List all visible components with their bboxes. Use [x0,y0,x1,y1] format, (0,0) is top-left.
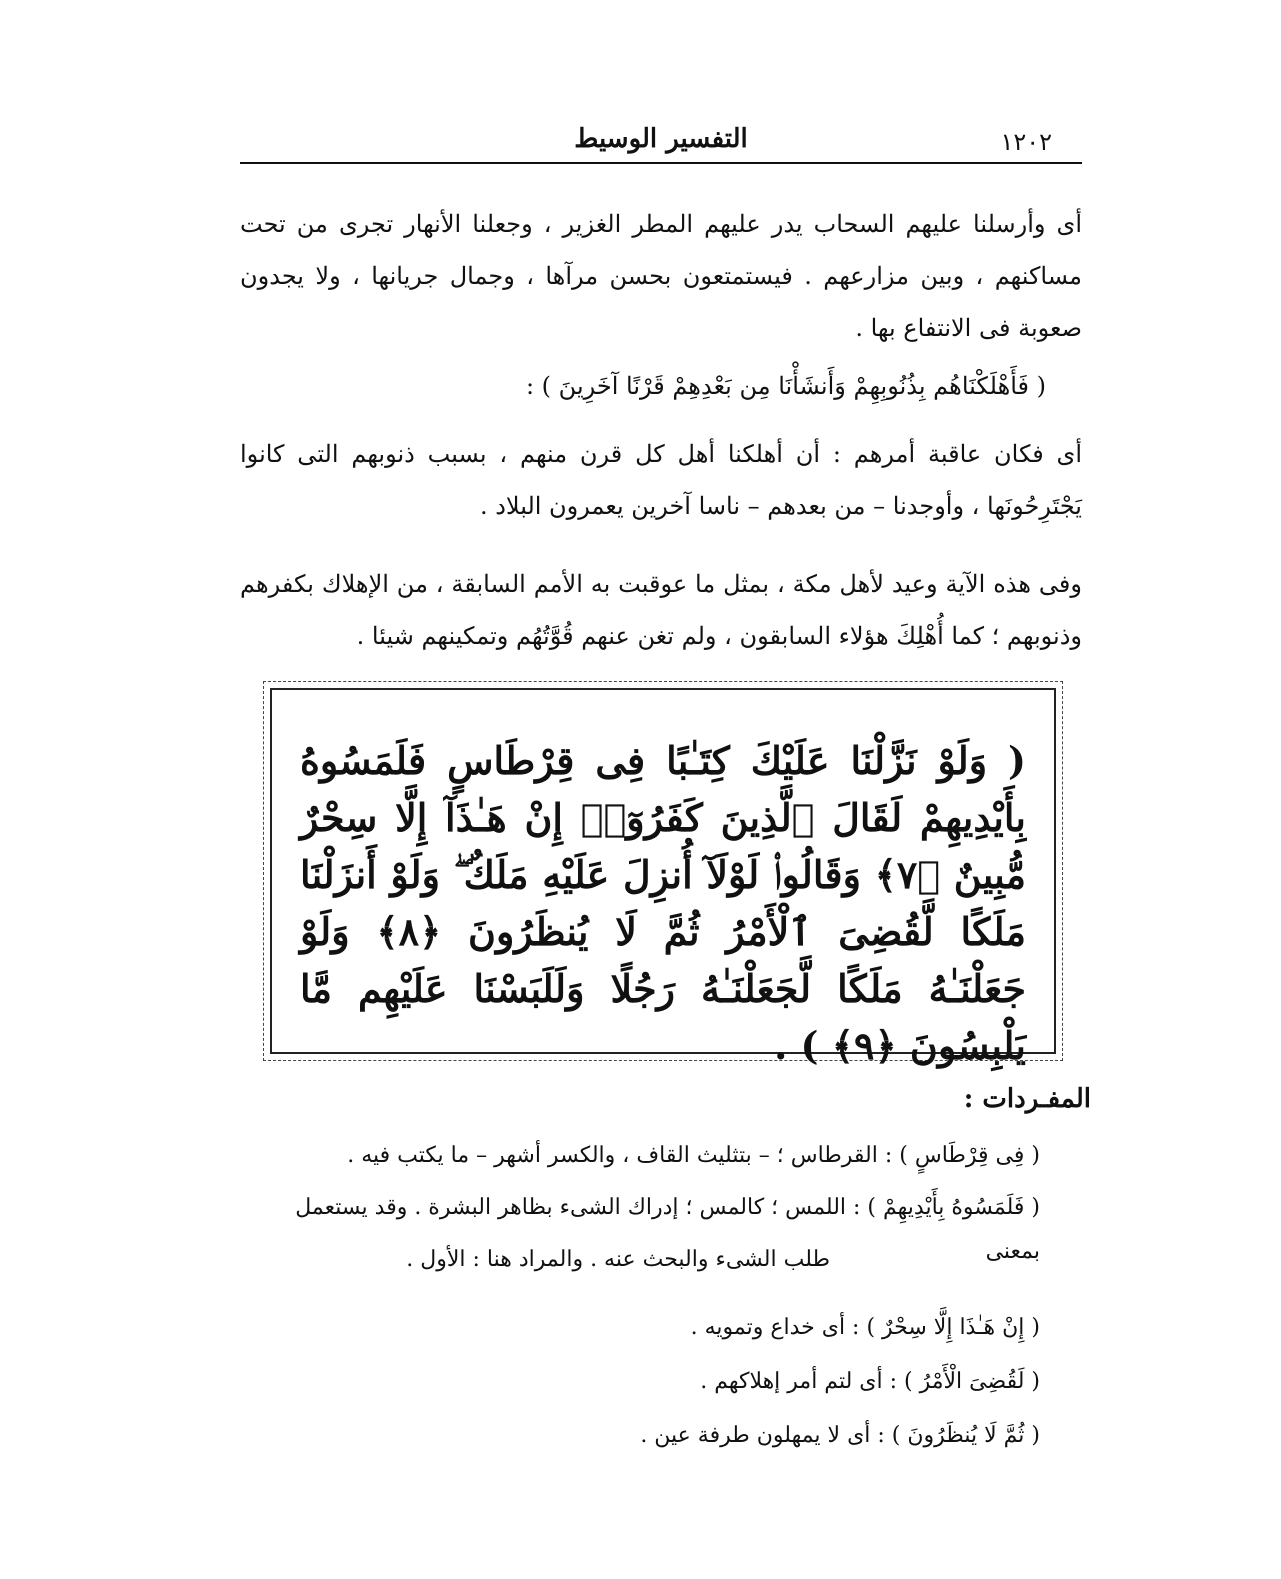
running-title: التفسير الوسيط [574,124,748,154]
vocab-entry: ( فَلَمَسُوهُ بِأَيْدِيهِمْ ) : اللمس ؛ كالمس ؛ إدراك الشىء بظاهر البشرة . وقد يستعمل بمعنى [295,1195,1040,1264]
page-header [240,120,1082,164]
vocab-entry: ( إِنْ هَـٰذَا إِلَّا سِحْرٌ ) : أى خداع وتمويه . [690,1315,1040,1340]
vocab-entry: ( لَقُضِىَ الْأَمْرُ ) : أى لتم أمر إهلاكهم . [700,1369,1040,1394]
quran-verse-text: ( وَلَوْ نَزَّلْنَا عَلَيْكَ كِتَـٰبًا فِى قِرْطَاسٍ فَلَمَسُوهُ بِأَيْدِيهِمْ لَقَالَ ٱلَّذِينَ كَفَرُوٓا۟ إِنْ هَـٰذَآ إِلَّا سِحْرٌ مُّبِينٌ ﴿٧﴾ وَقَالُوا۟ لَوْلَآ أُنزِلَ عَلَيْهِ مَلَكٌ ۖ وَلَوْ أَنزَلْنَا مَلَكًا لَّقُضِىَ ٱلْأَمْرُ ثُمَّ لَا يُنظَرُونَ ﴿٨﴾ وَلَوْ جَعَلْنَـٰهُ مَلَكًا لَّجَعَلْنَـٰهُ رَجُلًا وَلَلَبَسْنَا عَلَيْهِم مَّا يَلْبِسُونَ ﴿٩﴾ ) . [300,738,1026,1068]
paragraph-warning: وفى هذه الآية وعيد لأهل مكة ، بمثل ما عوقبت به الأمم السابقة ، من الإهلاك بكفرهم وذنوبهم ؛ كما أُهْلِكَ هؤلاء السابقون ، ولم تغن عنهم قُوَّتُهُم وتمكينهم شيئا . [240,570,1082,650]
vocab-entry: ( ثُمَّ لَا يُنظَرُونَ ) : أى لا يمهلون طرفة عين . [640,1423,1040,1448]
paragraph-rain-blessings: أى وأرسلنا عليهم السحاب يدر عليهم المطر الغزير ، وجعلنا الأنهار تجرى من تحت مساكنهم ، وبين مزارعهم . فيستمتعون بحسن مرآها ، وجمال جريانها ، ولا يجدون صعوبة فى الانتفاع بها . [240,210,1082,342]
paragraph-consequence: أى فكان عاقبة أمرهم : أن أهلكنا أهل كل قرن منهم ، بسبب ذنوبهم التى كانوا يَجْتَرِحُونَها ، وأوجدنا – من بعدهم – ناسا آخرين يعمرون البلاد . [240,440,1082,520]
page-number: ١٢٠٢ [1000,128,1052,156]
vocab-entry-continuation: طلب الشىء والبحث عنه . والمراد هنا : الأول . [406,1247,830,1272]
vocabulary-heading: المفـردات : [963,1084,1091,1114]
quran-verse-frame [270,688,1056,1068]
vocab-entry: ( فِى قِرْطَاسٍ ) : القرطاس ؛ – بتثليث القاف ، والكسر أشهر – ما يكتب فيه . [347,1143,1040,1168]
quoted-verse-destruction: ( فَأَهْلَكْنَاهُم بِذُنُوبِهِمْ وَأَنشَأْنَا مِن بَعْدِهِمْ قَرْنًا آخَرِينَ ) : [525,372,1046,400]
